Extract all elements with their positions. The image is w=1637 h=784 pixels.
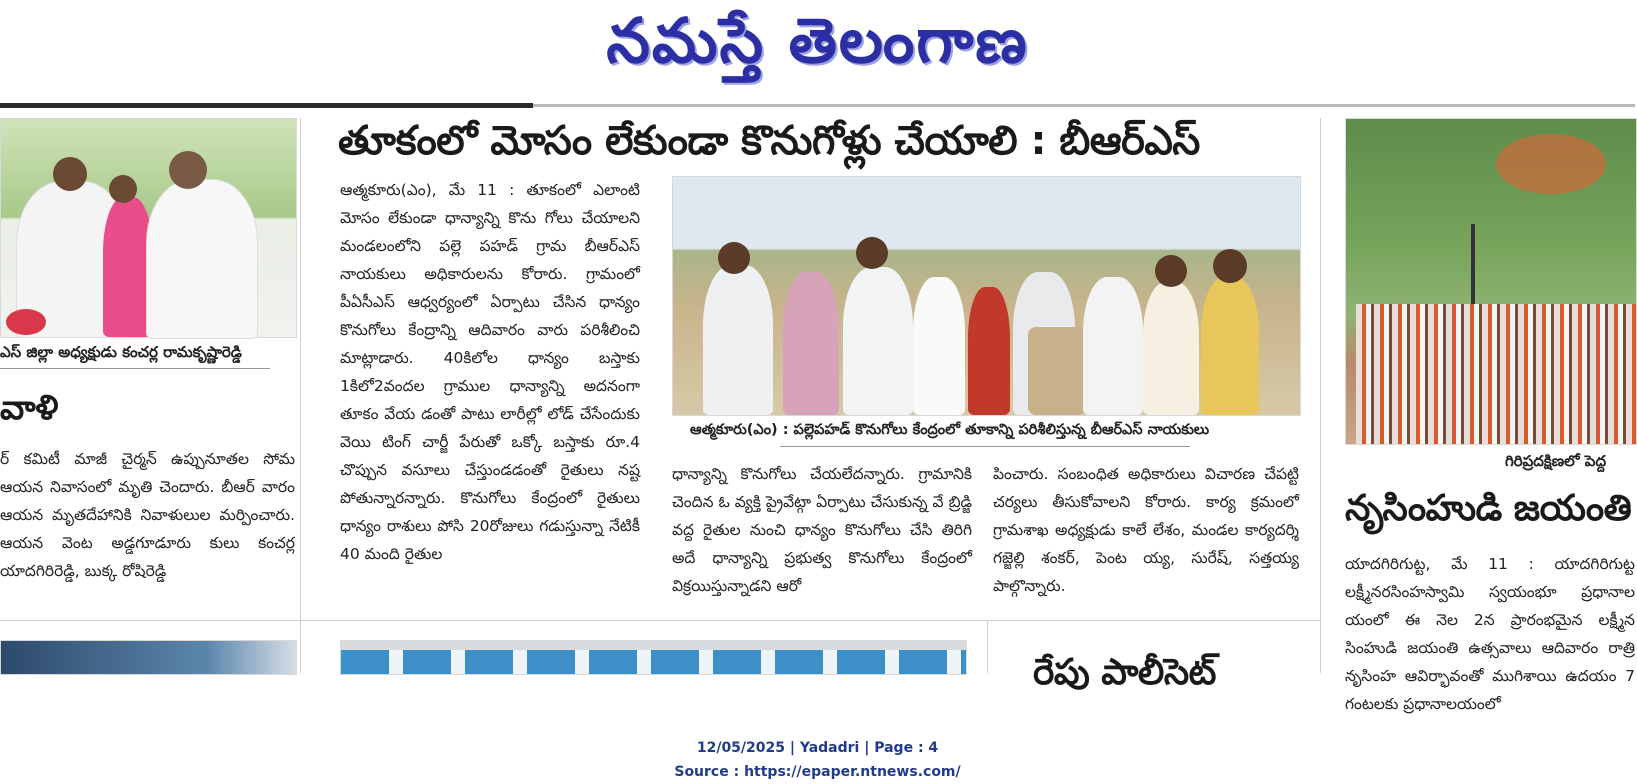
right-headline: నృసింహుడి జయంతి — [1345, 488, 1632, 529]
column-divider-right — [1320, 118, 1321, 673]
right-photo — [1345, 118, 1637, 445]
page-footer — [0, 736, 1635, 784]
section-divider-left — [0, 620, 300, 621]
left-photo — [0, 118, 297, 338]
main-headline: తూకంలో మోసం లేకుండా కొనుగోళ్లు చేయాలి : బీఆర్ఎస్ — [338, 118, 1200, 164]
main-caption-rule — [780, 446, 1190, 447]
main-article-column-2: ధాన్యాన్ని కొనుగోలు చేయలేదన్నారు. గ్రామానికి చెందిన ఓ వ్యక్తి ప్రైవేట్గా ఏర్పాటు చేసుకున్న వే బ్రిడ్జి వద్ద రైతుల నుంచి ధాన్యం కొనుగోలు చేసి తిరిగి అదే ధాన్యాన్ని ప్రభుత్వ కొనుగోలు కేంద్రంలో విక్రయిస్తున్నాడని ఆరో — [672, 465, 972, 595]
lower-column-divider — [987, 620, 988, 673]
main-article-column-3: పించారు. సంబంధిత అధికారులు విచారణ చేపట్టి చర్యలు తీసుకోవాలని కోరారు. కార్య క్రమంలో గ్రామశాఖ అధ్యక్షుడు కాలే లేశం, మండల కార్యదర్శి గజ్జెల్లి శంకర్, పెంట య్య, సురేష్, సత్తయ్య పాల్గొన్నారు. — [993, 465, 1299, 595]
right-photo-caption: గిరిప్రదక్షిణలో పెద్ద — [1505, 452, 1607, 470]
column-divider-left — [300, 118, 301, 673]
left-photo-caption: ఎస్ జిల్లా అధ్యక్షుడు కంచర్ల రామకృష్ణారెడ్డి — [0, 343, 242, 361]
left-caption-rule — [0, 368, 270, 369]
masthead-rule-light — [533, 104, 1635, 107]
left-body-text: ర్ కమిటీ మాజీ చైర్మన్ ఉప్పునూతల సోమ ఆయన నివాసంలో మృతి చెందారు. బీఆర్ వారం ఆయన మృతదేహానికి నివాళులుల మర్పించారు. ఆయన వెంట అడ్డగూడూరు కులు కంచర్ల యాదగిరిరెడ్డి, బుక్క రోషిరెడ్డి — [0, 450, 295, 580]
main-article-column-1: ఆత్మకూరు(ఎం), మే 11 : తూకంలో ఎలాంటి మోసం లేకుండా ధాన్యాన్ని కొను గోలు చేయాలని మండలంలోని పల్లె పహడ్ గ్రామ బీఆర్ఎస్ నాయకులు అధికారులను కోరారు. గ్రామంలో పీఏసీఎస్ ఆధ్వర్యంలో ఏర్పాటు చేసిన ధాన్యం కొనుగోలు కేంద్రాన్ని ఆదివారం వారు పరిశీలించి మాట్లాడారు. 40కిలోల ధాన్యం బస్తాకు 1కిలో2వందల గ్రాముల ధాన్యాన్ని అదనంగా తూకం వేయ డంతో పాటు లారీల్లో లోడ్ చేసేందుకు వెయి టింగ్ చార్జీ పేరుతో ఒక్కో బస్తాకు రూ.4 చొప్పున వసూలు చేస్తుండడంతో రైతులు నష్ట పోతున్నారన్నారు. కొనుగోలు కేంద్రంలో రైతులు ధాన్యం రాశులు పోసి 20రోజులు గడుస్తున్నా నేటికీ 40 మంది రైతుల — [340, 181, 640, 563]
main-photo-caption: ఆత్మకూరు(ఎం) : పల్లెపహడ్ కొనుగోలు కేంద్రంలో తూకాన్ని పరిశీలిస్తున్న బీఆర్ఎస్ నాయకులు — [690, 422, 1210, 438]
masthead-rule-dark — [0, 103, 533, 108]
lower-main-photo — [340, 640, 967, 675]
masthead — [0, 0, 1635, 100]
footer-date-page: 12/05/2025 | Yadadri | Page : 4 — [696, 740, 939, 756]
newspaper-logo: నమస్తే తెలంగాణ — [606, 4, 1029, 77]
right-body-text: యాదగిరిగుట్ట, మే 11 : యాదగిరిగుట్ట లక్ష్మీనరసింహస్వామి స్వయంభూ ప్రధానాల యంలో ఈ నెల 2న ప్రారంభమైన లక్ష్మీన సింహుడి జయంతి ఉత్సవాలు ఆదివారం రాత్రి నృసింహ ఆవిర్భావంతో ముగిశాయి ఉదయం 7 గంటలకు ప్రధానాలయంలో — [1345, 555, 1635, 713]
main-article-photo — [672, 176, 1301, 416]
left-headline-fragment: వాళి — [0, 388, 58, 428]
footer-source: Source : https://epaper.ntnews.com/ — [674, 764, 961, 780]
section-divider-main — [300, 620, 1320, 621]
left-lower-photo — [0, 640, 297, 675]
lower-headline: రేపు పాలీసెట్ — [1033, 652, 1216, 693]
